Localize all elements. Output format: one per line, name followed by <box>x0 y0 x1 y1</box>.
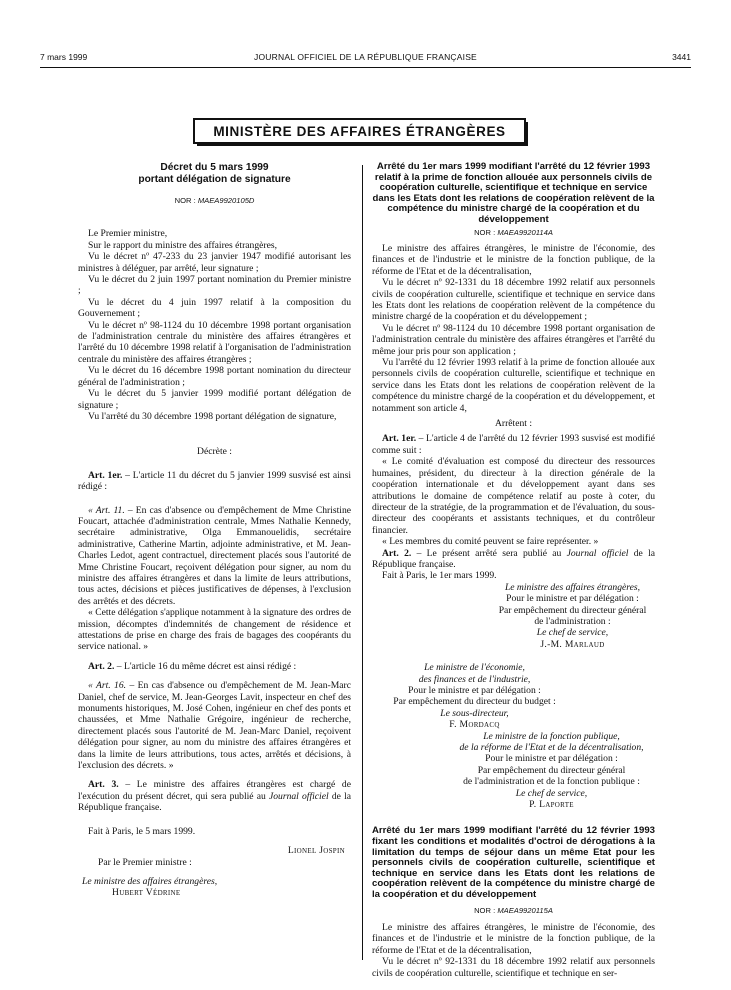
decree-fait: Fait à Paris, le 5 mars 1999. <box>88 825 196 837</box>
header-date: 7 mars 1999 <box>40 52 88 62</box>
sig1-title: Le ministre des affaires étrangères, <box>504 581 641 593</box>
left-column <box>78 162 351 899</box>
arrete-2-paragraph: Le ministre des affaires étrangères, le ministre de l'économie, des finances et de l'industrie et le ministre de la fonction publique, de la réforme de l'Etat et de la décentralisation, <box>372 922 655 956</box>
arrete-2-title: Arrêté du 1er mars 1999 modifiant l'arrêté du 12 février 1993 fixant les conditions et modalités d'octroi de dérogations à la limitation du temps de séjour dans un même Etat pour les personnels civils de coopération culturelle, scientifique et technique en service dans les Etats dont les relations de coopération relèvent de la compétence du ministre chargé de la coopération et du développement <box>372 825 655 901</box>
decree-minister-name: Hubert Védrine <box>112 887 181 899</box>
signature-block-3 <box>372 731 655 811</box>
article-11-paragraph-2: « Cette délégation s'applique notamment à la signature des ordres de mission, décomptes d'indemnités de changement de résidence et attestations de prise en charge des frais de bagages des coopérants du service national. » <box>78 607 351 653</box>
article-1-label: Art. 1er. <box>88 469 123 481</box>
header-journal-title: JOURNAL OFFICIEL DE LA RÉPUBLIQUE FRANÇAISE <box>254 52 477 62</box>
article-1-label: Art. 1er. <box>382 433 417 445</box>
article-2-text: – L'article 16 du même décret est ainsi rédigé : <box>114 660 297 672</box>
signature-block-2 <box>372 662 577 730</box>
right-column <box>372 162 655 979</box>
visa-paragraph: Vu le décret nº 98-1124 du 10 décembre 1998 portant organisation de l'administration centrale du ministère des affaires étrangères et l'arrêté du 10 décembre 1998 relatif à l'organisation de l'administration centrale du ministère des affaires étrangères ; <box>78 319 351 365</box>
sig3-name: P. Laporte <box>529 799 574 811</box>
article-2-end: de la République française. <box>372 547 656 570</box>
sig1-line: Pour le ministre et par délégation : <box>506 593 639 605</box>
visa-paragraph: Vu le décret du 16 décembre 1998 portant nomination du directeur général de l'administration ; <box>78 365 351 388</box>
journal-officiel-ref: Journal officiel <box>268 790 329 802</box>
arrete-1-nor <box>372 227 655 238</box>
sig2-title: des finances et de l'industrie, <box>418 673 531 685</box>
decree-visas <box>78 228 351 422</box>
header-page-number: 3441 <box>672 52 691 62</box>
article-2 <box>78 661 351 672</box>
arrete-1-fait: Fait à Paris, le 1er mars 1999. <box>382 570 497 582</box>
visa-paragraph: Vu le décret du 5 janvier 1999 modifié portant délégation de signature ; <box>78 388 351 411</box>
arrete-1-article-1 <box>372 433 655 456</box>
article-1-text: – L'article 11 du décret du 5 janvier 1999 susvisé est ainsi rédigé : <box>78 469 351 493</box>
sig2-title: Le ministre de l'économie, <box>424 662 525 674</box>
visa-paragraph: Sur le rapport du ministre des affaires étrangères, <box>88 239 277 251</box>
arrete-1-title: Arrêté du 1er mars 1999 modifiant l'arrêté du 12 février 1993 relatif à la prime de fonction allouée aux personnels civils de coopération culturelle, scientifique et technique en service dans les Etats dont les relations de coopération relèvent de la compétence du ministre chargé de la coopération et du développement <box>372 161 655 225</box>
article-11-text: – En cas d'absence ou d'empêchement de Mme Christine Foucart, attachée d'administration centrale, Mmes Nathalie Kennedy, secrétaire administrative, Olga Emmanouelidis, secrétaire administrative, Catherine Martin, adjointe administrative, et M. Jean-Charles Ledot, agent contractuel, directement placés sous l'autorité de Mme Christine Foucart, reçoivent délégation pour signer, au nom du ministre des affaires étrangères et dans la limite de leurs attributions, tous actes, décisions et pièces justificatives de dépenses, à l'exclusion des arrêtés et des décrets. <box>78 504 351 607</box>
sig3-role: Le chef de service, <box>515 787 588 799</box>
sig3-line: Pour le ministre et par délégation : <box>485 753 618 765</box>
article-16-label: « Art. 16. <box>88 680 127 692</box>
decree-nor <box>78 195 351 206</box>
sig2-role: Le sous-directeur, <box>440 707 509 719</box>
nor-label: NOR : <box>474 905 496 915</box>
arrete-1-paragraph: Vu l'arrêté du 12 février 1993 relatif à la prime de fonction allouée aux personnels civils de coopération culturelle, scientifique et technique en service dans les Etats dont les relations de coopération relèvent de la compétence du ministre chargé de la coopération et du développement, et notamment son article 4, <box>372 357 655 414</box>
arrete-1-paragraph: Vu le décret nº 92-1331 du 18 décembre 1992 relatif aux personnels civils de coopération culturelle, scientifique et technique en service dans les Etats dont les relations de coopération relèvent de la compétence du ministre chargé de la coopération et du développement ; <box>372 277 655 323</box>
nor-code: MAEA9920115A <box>497 905 553 915</box>
sig3-line: de l'administration et de la fonction publique : <box>463 776 640 788</box>
decree-minister-title: Le ministre des affaires étrangères, <box>82 875 218 887</box>
visa-paragraph: Vu le décret du 2 juin 1997 portant nomination du Premier ministre ; <box>78 274 351 297</box>
arrete-2-nor <box>372 905 655 916</box>
article-1-text: – L'article 4 de l'arrêté du 12 février 1993 susvisé est modifié comme suit : <box>372 433 655 456</box>
column-divider <box>362 165 363 960</box>
arrete-1-quote-1: « Le comité d'évaluation est composé du directeur des ressources humaines, président, du directeur à la direction générale de la coopération internationale et du développement ayant dans ses attributions le domaine de compétence relatif au poste à coter, du directeur de la stratégie, de la programmation et de l'évaluation, du sous-directeur des coopérants et assistants techniques, et du contrôleur financier. <box>372 456 655 536</box>
sig3-title: Le ministre de la fonction publique, <box>483 730 620 742</box>
decree-par: Par le Premier ministre : <box>98 856 192 868</box>
nor-label: NOR : <box>474 227 496 237</box>
sig2-name: F. Mordacq <box>449 719 500 731</box>
decree-signer: Lionel Jospin <box>287 845 345 857</box>
decree-title-line1: Décret du 5 mars 1999 <box>160 162 269 173</box>
article-3-text: – Le ministre des affaires étrangères est chargé de l'exécution du présent décret, qui sera publié au <box>78 779 351 802</box>
visa-paragraph: Vu l'arrêté du 30 décembre 1998 portant délégation de signature, <box>88 410 337 422</box>
arrete-2-paragraph: Vu le décret nº 92-1331 du 18 décembre 1992 relatif aux personnels civils de coopération culturelle, scientifique et technique en ser- <box>372 956 655 979</box>
arrete-1-paragraph: Vu le décret nº 98-1124 du 10 décembre 1998 portant organisation de l'administration centrale du ministère des affaires étrangères et l'arrêté du même jour pris pour son application ; <box>372 322 655 357</box>
sig1-name: J.-M. Marlaud <box>540 638 605 650</box>
signature-block-1 <box>372 582 655 650</box>
decree-title-line2: portant délégation de signature <box>138 173 291 185</box>
decree-title <box>78 162 351 185</box>
sig1-line: de l'administration : <box>534 615 611 627</box>
article-3-end: de la République française. <box>78 790 351 814</box>
visa-paragraph: Le Premier ministre, <box>88 228 168 240</box>
arrete-1-quote-2: « Les membres du comité peuvent se faire représenter. » <box>382 536 599 548</box>
article-1 <box>78 470 351 493</box>
decrete-heading: Décrète : <box>197 446 232 458</box>
arrete-1-paragraph: Le ministre des affaires étrangères, le ministre de l'économie, des finances et de l'industrie et le ministre de la fonction publique, de la réforme de l'Etat et de la décentralisation, <box>372 242 655 277</box>
article-16-quote <box>78 680 351 771</box>
ministry-title-box <box>193 118 526 144</box>
article-3 <box>78 779 351 813</box>
sig3-title: de la réforme de l'Etat et de la décentralisation, <box>459 742 644 754</box>
nor-label: NOR : <box>174 196 196 205</box>
arretent-heading: Arrêtent : <box>494 418 533 430</box>
article-16-text: – En cas d'absence ou d'empêchement de M. Jean-Marc Daniel, chef de service, M. Jean-Georges Lavit, inspecteur en chef des monuments historiques, M. José Cohen, ingénieur en chef des ponts et chaussées, et Mme Nathalie Grégoire, ingénieur de recherche, directement placés sous l'autorité de M. Jean-Marc Daniel, reçoivent délégation pour signer, au nom du ministre des affaires étrangères et dans la limite de leurs attributions, tous actes, arrêtés et décisions, à l'exclusion des décrets. » <box>78 680 351 772</box>
visa-paragraph: Vu le décret nº 47-233 du 23 janvier 1947 modifié autorisant les ministres à déléguer, par arrêté, leur signature ; <box>78 251 351 274</box>
ministry-title: MINISTÈRE DES AFFAIRES ÉTRANGÈRES <box>213 123 506 139</box>
sig2-line: Par empêchement du directeur du budget : <box>393 696 556 708</box>
sig3-line: Par empêchement du directeur général <box>477 764 626 776</box>
header-rule <box>40 67 691 68</box>
article-11-quote <box>78 505 351 608</box>
arrete-1-article-2 <box>372 548 655 571</box>
visa-paragraph: Vu le décret du 4 juin 1997 relatif à la composition du Gouvernement ; <box>78 296 351 320</box>
article-2-label: Art. 2. <box>382 547 412 559</box>
article-11-label: « Art. 11. <box>88 504 125 516</box>
article-3-label: Art. 3. <box>88 779 119 791</box>
sig1-line: Par empêchement du directeur général <box>498 604 647 616</box>
sig2-line: Pour le ministre et par délégation : <box>408 685 541 696</box>
nor-code: MAEA9920105D <box>197 196 255 205</box>
article-2-label: Art. 2. <box>88 660 115 672</box>
page-header <box>40 52 691 66</box>
sig1-role: Le chef de service, <box>536 627 609 639</box>
article-2-text: – Le présent arrêté sera publié au <box>411 547 567 559</box>
journal-officiel-ref: Journal officiel <box>566 547 629 559</box>
nor-code: MAEA9920114A <box>497 227 553 237</box>
